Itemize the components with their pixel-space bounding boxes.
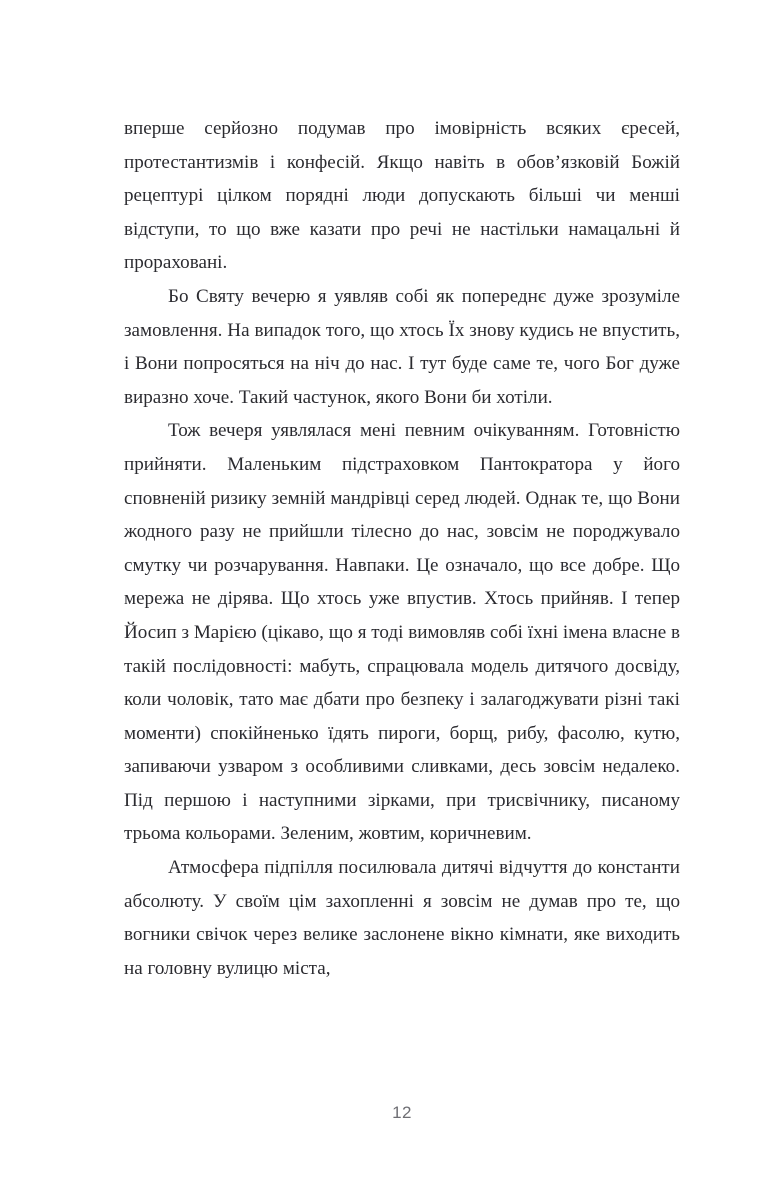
- paragraph: Бо Святу вечерю я уявляв собі як попереднє дуже зрозуміле замовлення. На випадок того, що хтось Їх знову кудись не впустить, і Вони попросяться на ніч до нас. І тут буде саме те, чого Бог дуже виразно хоче. Такий частунок, якого Вони би хотіли.: [124, 285, 680, 408]
- page-number: 12: [392, 1103, 412, 1122]
- page-text-block: [124, 112, 680, 985]
- paragraph-continuation: вперше серйозно подумав про імовірність всяких єресей, протестантизмів і конфесій. Якщо навіть в обов’язковій Божій рецептурі цілком порядні люди допускають більші чи менші відступи, то що вже казати про речі не настільки намацальні й прораховані.: [124, 118, 680, 274]
- paragraph: Атмосфера підпілля посилювала дитячі відчуття до константи абсолюту. У своїм цім захопленні я зовсім не думав про те, що вогники свічок через велике заслонене вікно кімнати, яке виходить на головну вулицю міста,: [124, 857, 680, 979]
- paragraph: Тож вечеря уявлялася мені певним очікуванням. Готовністю прийняти. Маленьким підстраховком Пантократора у його сповненій ризику земній мандрівці серед людей. Однак те, що Вони жодного разу не прийшли тілесно до нас, зовсім не породжувало смутку чи розчарування. Навпаки. Це означало, що все добре. Що мережа не дірява. Що хтось уже впустив. Хтось прийняв. І тепер Йосип з Марією (цікаво, що я тоді вимовляв собі їхні імена власне в такій послідовності: мабуть, спрацювала модель дитячого досвіду, коли чоловік, тато має дбати про безпеку і залагоджувати різні такі моменти) спокійненько їдять пироги, борщ, рибу, фасолю, кутю, запиваючи узваром з особливими сливками, десь зовсім недалеко. Під першою і наступними зірками, при трисвічнику, писаному трьома кольорами. Зеленим, жовтим, коричневим.: [124, 420, 680, 845]
